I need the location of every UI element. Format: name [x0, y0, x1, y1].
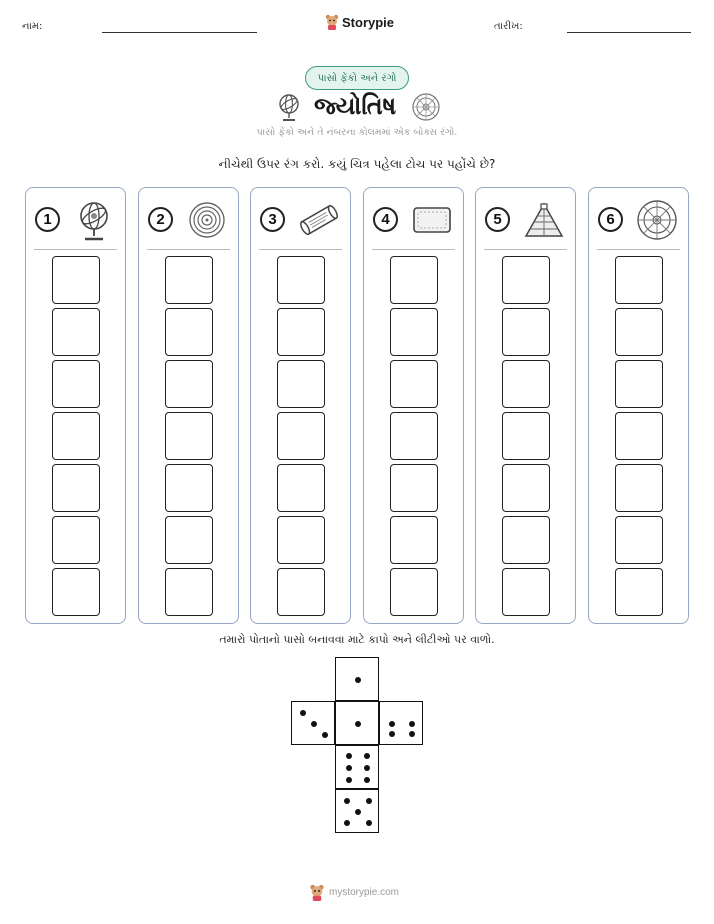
column-header [476, 188, 575, 250]
zodiac-wheel-icon [635, 198, 679, 242]
die-pip [389, 731, 395, 737]
armillary-sphere-icon [72, 198, 116, 242]
column-header [364, 188, 463, 250]
color-box[interactable] [165, 568, 213, 616]
cut-instruction: તમારો પોતાનો પાસો બનાવવા માટે કાપો અને લીટીઓ પર વાળો. [219, 633, 495, 646]
color-box[interactable] [390, 360, 438, 408]
column-number: 3 [260, 207, 285, 232]
die-face-1 [335, 657, 379, 701]
name-label: નામ: [22, 21, 43, 32]
die-pip [346, 765, 352, 771]
color-box[interactable] [277, 516, 325, 564]
column-divider [372, 249, 455, 250]
concentric-circles-icon [185, 198, 229, 242]
die-pip [355, 809, 361, 815]
column-header [589, 188, 688, 250]
color-box[interactable] [390, 516, 438, 564]
color-box[interactable] [502, 308, 550, 356]
dice-column-5 [475, 187, 576, 624]
column-number: 5 [485, 207, 510, 232]
date-line[interactable] [567, 32, 691, 33]
color-box[interactable] [502, 412, 550, 460]
die-pip [364, 777, 370, 783]
color-box[interactable] [502, 568, 550, 616]
color-box[interactable] [165, 360, 213, 408]
color-box[interactable] [502, 464, 550, 512]
column-divider [34, 249, 117, 250]
instruction: નીચેથી ઉપર રંગ કરો. કયું ચિત્ર પહેલા ટોચ પર પહોંચે છે? [218, 157, 496, 171]
subtitle: પાસો ફેંકો અને તે નંબરના કોલમમાં એક બોક્સ રંગો. [256, 127, 458, 138]
die-pip [389, 721, 395, 727]
column-number: 1 [35, 207, 60, 232]
column-divider [597, 249, 680, 250]
column-header [26, 188, 125, 250]
color-box[interactable] [52, 308, 100, 356]
armillary-sphere-icon [276, 92, 302, 122]
zodiac-wheel-icon [411, 92, 441, 122]
die-face-1 [335, 701, 379, 745]
dice-column-2 [138, 187, 239, 624]
color-box[interactable] [615, 464, 663, 512]
color-box[interactable] [277, 464, 325, 512]
die-pip [355, 677, 361, 683]
column-divider [484, 249, 567, 250]
brand-logo [325, 14, 394, 30]
date-label: તારીખ: [494, 21, 523, 32]
footer [309, 884, 399, 901]
die-pip [364, 753, 370, 759]
name-line[interactable] [102, 32, 257, 33]
color-box[interactable] [52, 256, 100, 304]
die-pip [344, 820, 350, 826]
column-divider [259, 249, 342, 250]
die-face-5 [335, 789, 379, 833]
color-box[interactable] [52, 464, 100, 512]
die-pip [311, 721, 317, 727]
color-box[interactable] [615, 360, 663, 408]
die-pip [346, 777, 352, 783]
die-face-6 [335, 745, 379, 789]
page-title: જ્યોતિષ [314, 92, 397, 120]
color-box[interactable] [502, 360, 550, 408]
column-header [139, 188, 238, 250]
color-box[interactable] [390, 256, 438, 304]
dice-column-3 [250, 187, 351, 624]
color-box[interactable] [277, 256, 325, 304]
die-face-3 [291, 701, 335, 745]
die-pip [409, 721, 415, 727]
die-face-4 [379, 701, 423, 745]
mascot-icon [325, 14, 339, 30]
dice-column-6 [588, 187, 689, 624]
color-box[interactable] [165, 516, 213, 564]
color-box[interactable] [615, 308, 663, 356]
color-box[interactable] [52, 360, 100, 408]
color-box[interactable] [165, 412, 213, 460]
color-box[interactable] [277, 412, 325, 460]
stone-tablet-icon [410, 198, 454, 242]
color-box[interactable] [615, 412, 663, 460]
dice-column-1 [25, 187, 126, 624]
dice-column-4 [363, 187, 464, 624]
die-pip [300, 710, 306, 716]
color-box[interactable] [52, 568, 100, 616]
die-pip [346, 753, 352, 759]
color-box[interactable] [277, 568, 325, 616]
color-box[interactable] [277, 308, 325, 356]
color-box[interactable] [615, 256, 663, 304]
brand-name: Storypie [342, 14, 395, 30]
color-box[interactable] [165, 308, 213, 356]
die-pip [366, 798, 372, 804]
color-box[interactable] [165, 256, 213, 304]
color-box[interactable] [165, 464, 213, 512]
color-box[interactable] [615, 568, 663, 616]
activity-badge: પાસો ફેંકો અને રંગો [305, 66, 409, 90]
column-number: 2 [148, 207, 173, 232]
die-pip [322, 732, 328, 738]
color-box[interactable] [390, 308, 438, 356]
die-pip [355, 721, 361, 727]
column-number: 4 [373, 207, 398, 232]
die-pip [344, 798, 350, 804]
color-box[interactable] [390, 464, 438, 512]
color-box[interactable] [502, 256, 550, 304]
column-divider [147, 249, 230, 250]
pyramid-icon [522, 198, 566, 242]
die-pip [366, 820, 372, 826]
column-number: 6 [598, 207, 623, 232]
column-header [251, 188, 350, 250]
scroll-icon [297, 198, 341, 242]
die-pip [364, 765, 370, 771]
color-box[interactable] [52, 412, 100, 460]
mascot-icon [309, 884, 325, 901]
color-box[interactable] [615, 516, 663, 564]
footer-url: mystorypie.com [329, 887, 400, 898]
die-pip [409, 731, 415, 737]
color-box[interactable] [502, 516, 550, 564]
color-box[interactable] [52, 516, 100, 564]
color-box[interactable] [390, 568, 438, 616]
color-box[interactable] [390, 412, 438, 460]
color-box[interactable] [277, 360, 325, 408]
